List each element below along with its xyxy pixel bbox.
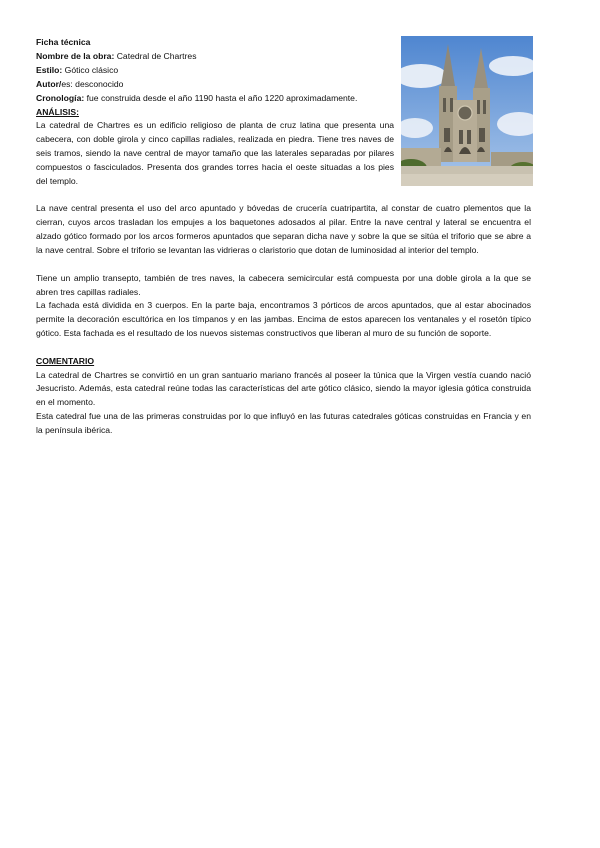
autor-label: Autor/ <box>36 78 62 89</box>
nombre-value: Catedral de Chartres <box>114 50 197 61</box>
ficha-tecnica-block <box>36 36 396 189</box>
estilo-value: Gótico clásico <box>62 64 119 75</box>
estilo-label: Estilo: <box>36 64 63 75</box>
estilo-line <box>36 64 396 78</box>
comentario-paragraph-2: Esta catedral fue una de las primeras construidas por lo que influyó en las futuras catedrales góticas construidas en Francia y en la península ibérica. <box>36 411 531 436</box>
comentario-heading: COMENTARIO <box>36 355 95 366</box>
cronologia-line <box>36 92 396 106</box>
analisis-heading: ANÁLISIS: <box>36 106 79 117</box>
autor-line <box>36 78 396 92</box>
nombre-line <box>36 50 396 64</box>
analisis-paragraph-1: La catedral de Chartres es un edificio religioso de planta de cruz latina que presenta una cabecera, con doble girola y cinco capillas radiales, realizada en piedra. Tiene tres naves de seis tramos, siendo la nave central de mayor tamaño que las laterales separadas por pilares compuestos o fasciculados. Presenta dos grandes torres hacia el oeste situadas a los pies del templo. <box>36 120 394 187</box>
spacer <box>36 258 531 272</box>
analisis-paragraph-4: La fachada está dividida en 3 cuerpos. En la parte baja, encontramos 3 pórticos de arcos apuntados, que al estar abocinados permite la decoración escultórica en los tímpanos y en las jambas. Encima de estos aparecen los ventanales y el rosetón típico gótico. Esta fachada es el resultado de los nuevos sistemas constructivos que liberan al muro de su función de soporte. <box>36 300 531 339</box>
nombre-label: Nombre de la obra: <box>36 50 115 61</box>
spacer <box>36 189 531 203</box>
analisis-paragraph-2: La nave central presenta el uso del arco apuntado y bóvedas de crucería cuatripartita, al constar de cuatro plementos que la cierran, cuyos arcos trasladan los empujes a los baquetones adosados al pilar. Entre la nave central y lateral se encuentra el alzado gótico formado por los arcos formeros apuntados que separan dicha nave y sobre la que se sitúa el triforio que se abre a la nave central. Sobre el triforio se levantan las vidrieras o claristorio que dotan de luminosidad al interior del templo. <box>36 203 531 256</box>
cronologia-value: fue construida desde el año 1190 hasta el año 1220 aproximadamente. <box>84 92 358 103</box>
comentario-paragraph-1: La catedral de Chartres se convirtió en un gran santuario mariano francés al poseer la túnica que la Virgen vestía cuando nació Jesucristo. Además, esta catedral reúne todas las características del arte gótico clásico, siendo la mayor iglesia gótica construida en el momento. <box>36 369 531 408</box>
document-body <box>36 36 531 438</box>
cronologia-label: Cronología: <box>36 92 85 103</box>
ficha-heading: Ficha técnica <box>36 37 91 47</box>
spacer <box>36 341 531 355</box>
autor-value: es: desconocido <box>61 78 124 89</box>
analisis-paragraph-3: Tiene un amplio transepto, también de tres naves, la cabecera semicircular está compuesta por una doble girola a la que se abren tres capillas radiales. <box>36 272 531 297</box>
